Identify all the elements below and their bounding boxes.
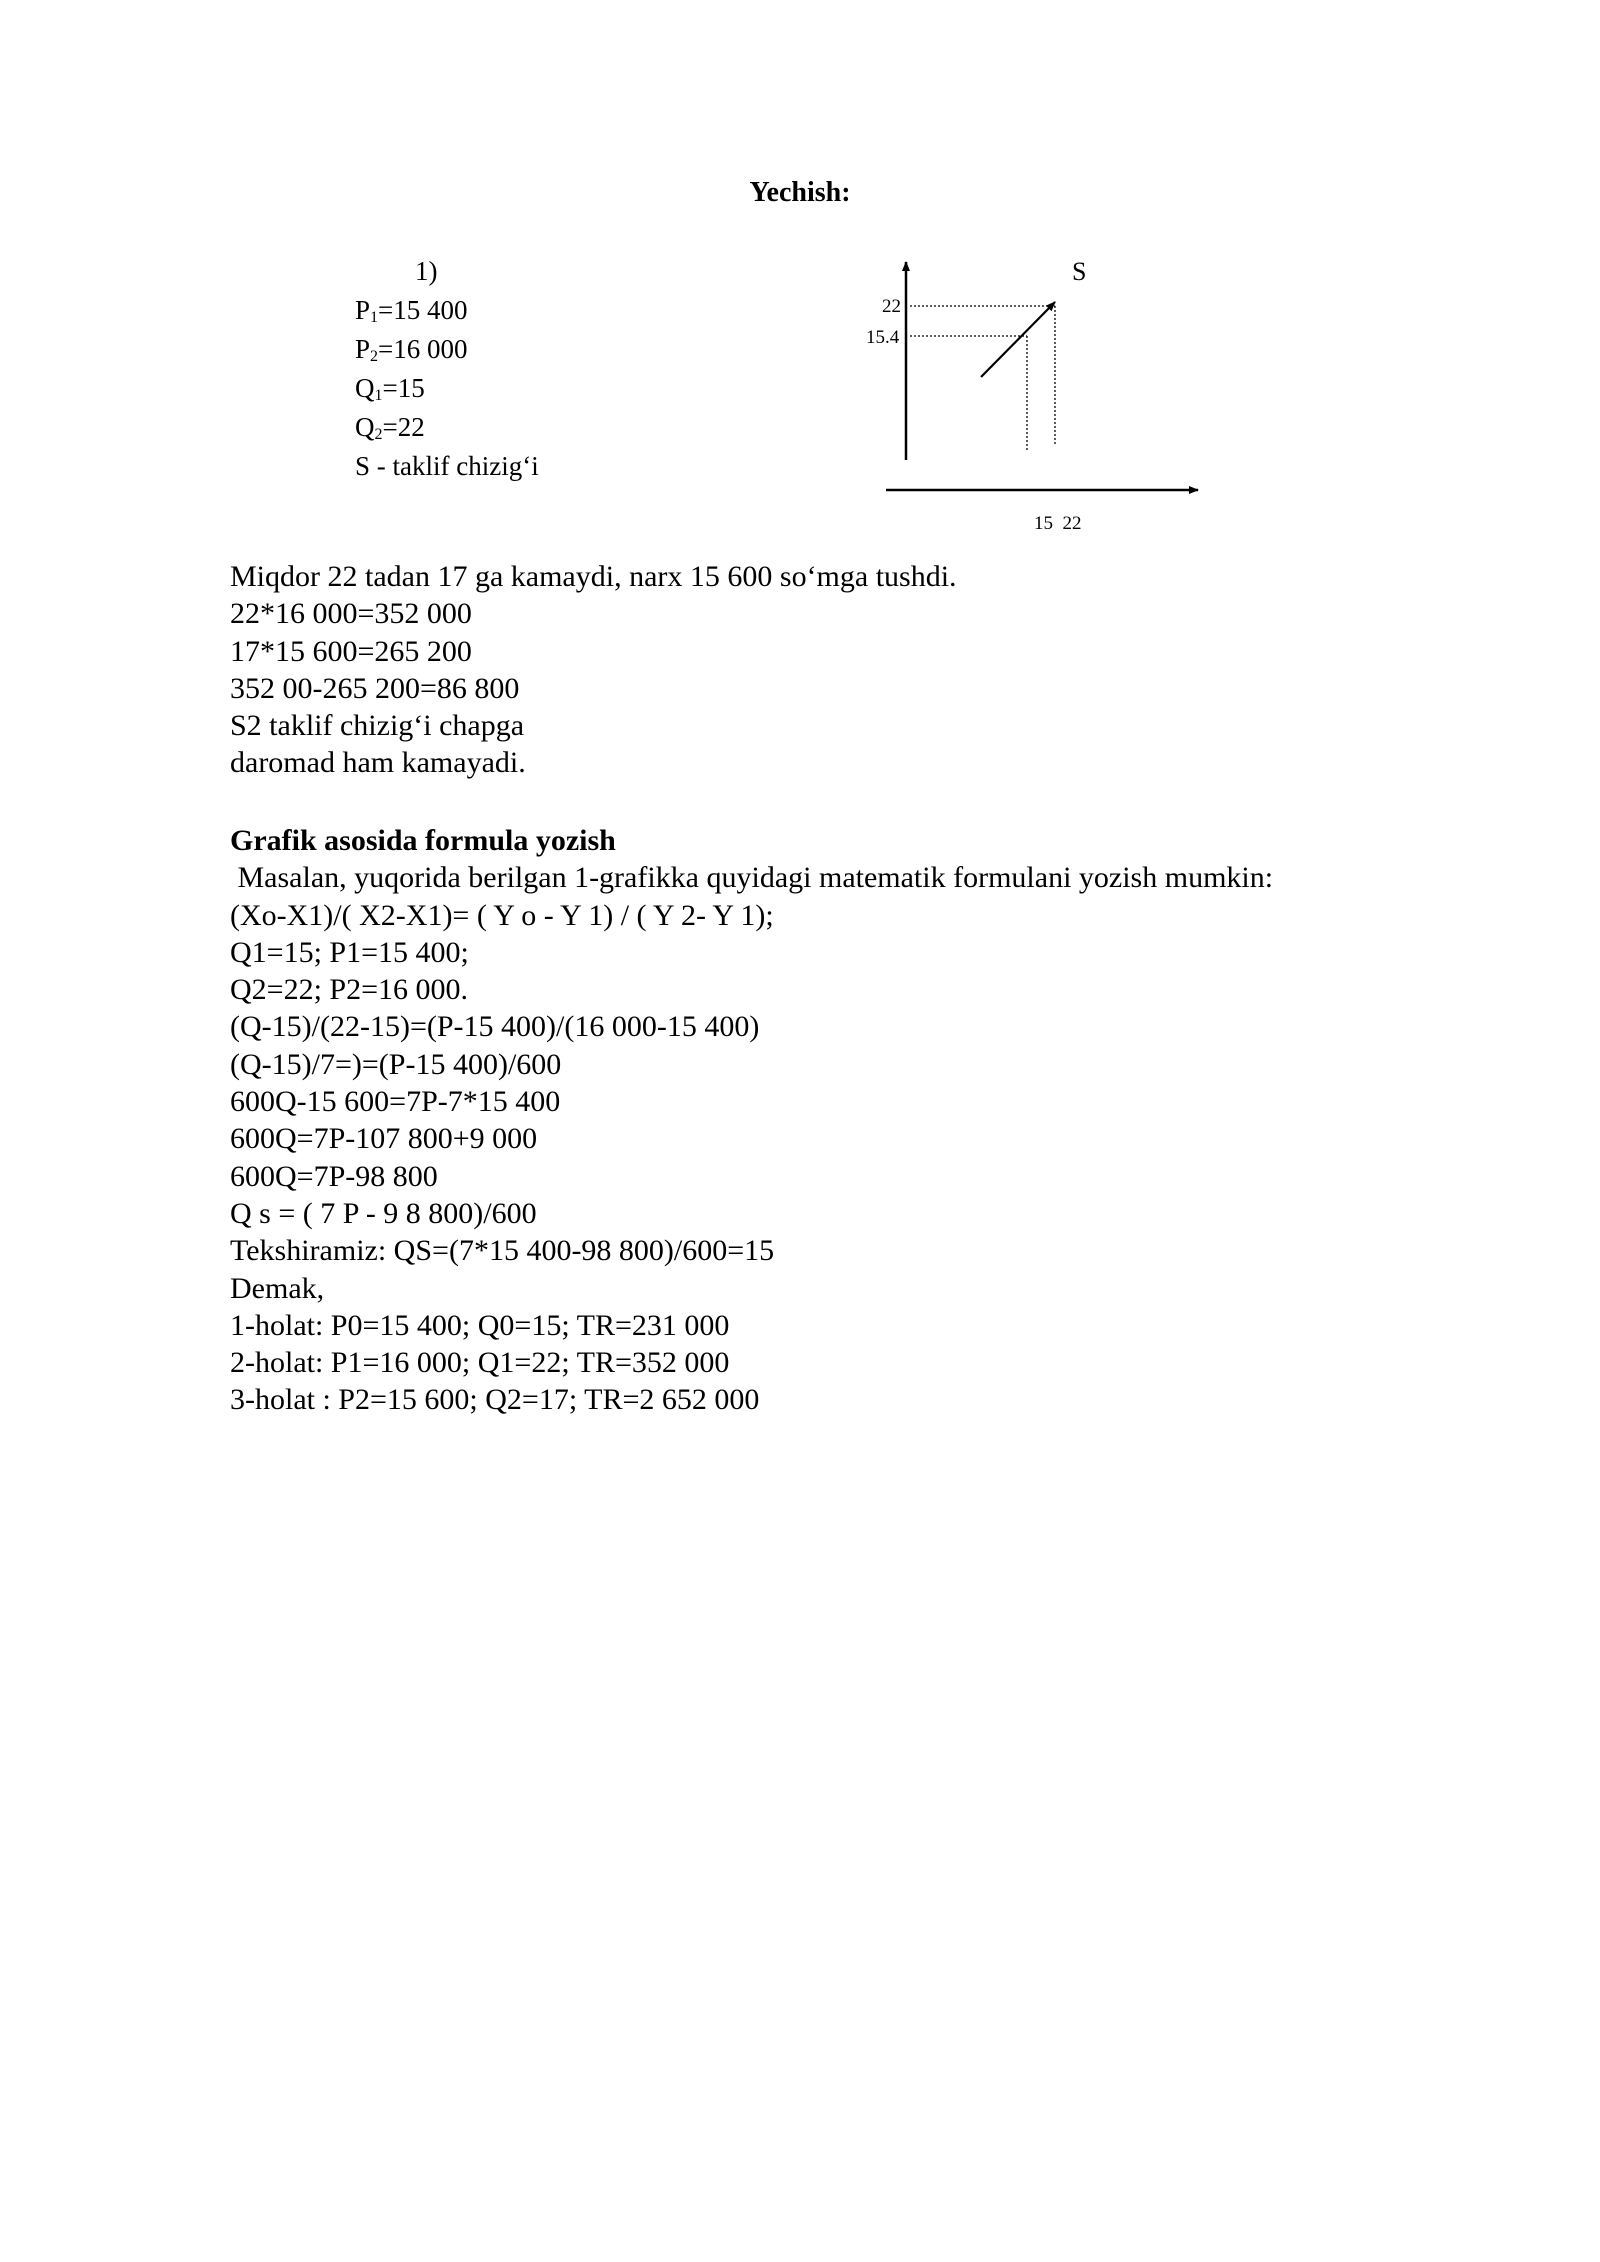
given-p2: $P_2=16$ 000 <box>355 334 468 365</box>
text-line: 17*15 600=265 200 <box>230 634 472 668</box>
supply-line <box>981 302 1055 377</box>
y-tick-15-4: 15.4 <box>866 327 900 348</box>
text-line: 600Q=7P-107 800+9 000 <box>230 1122 538 1156</box>
x-tick-labels: 15 22 <box>1034 513 1082 534</box>
text-line: Demak, <box>230 1271 325 1305</box>
formula-section <box>230 822 1273 1419</box>
text-line: 352 00-265 200=86 800 <box>230 671 520 705</box>
text-line: (Q-15)/7=)=(P-15 400)/600 <box>230 1047 562 1081</box>
text-line: 1-holat: P0=15 400; Q0=15; TR=231 000 <box>230 1308 730 1342</box>
text-line: S2 taklif chizig‘i chapga <box>230 709 525 743</box>
text-line: 3-holat : P2=15 600; Q2=17; TR=2 652 000 <box>230 1383 760 1417</box>
text-line: 22*16 000=352 000 <box>230 597 472 631</box>
section-title: Grafik asosida formula yozish <box>230 824 616 857</box>
given-p1: $P_1=15$ 400 <box>355 295 468 326</box>
given-values <box>355 252 539 486</box>
supply-label: S <box>1072 257 1087 286</box>
text-line: Q s = ( 7 P - 9 8 800)/600 <box>230 1196 537 1230</box>
text-line: (Q-15)/(22-15)=(P-15 400)/(16 000-15 400) <box>230 1010 760 1044</box>
given-q2: $Q_2=22$ <box>355 412 425 443</box>
given-number: 1) <box>415 256 438 286</box>
text-line: Q2=22; P2=16 000. <box>230 973 469 1007</box>
text-line: daromad ham kamayadi. <box>230 746 526 780</box>
text-line: 600Q-15 600=7P-7*15 400 <box>230 1085 561 1119</box>
given-s-label: S - taklif chizig‘i <box>355 451 539 481</box>
text-line: Q1=15; P1=15 400; <box>230 935 469 969</box>
given-q1: $Q_1=15$ <box>355 373 425 404</box>
text-line: Tekshiramiz: QS=(7*15 400-98 800)/600=15 <box>230 1234 775 1268</box>
text-line: Miqdor 22 tadan 17 ga kamaydi, narx 15 600 so‘mga tushdi. <box>230 560 957 593</box>
calculation-block <box>230 558 957 782</box>
text-line: Masalan, yuqorida berilgan 1-grafikka quyidagi matematik formulani yozish mumkin: <box>230 861 1274 895</box>
text-line: 2-holat: P1=16 000; Q1=22; TR=352 000 <box>230 1346 730 1380</box>
solution-heading: Yechish: <box>749 177 851 208</box>
text-line: (Xo-X1)/( X2-X1)= ( Y o - Y 1) / ( Y 2- Y 1); <box>230 898 774 932</box>
text-line: 600Q=7P-98 800 <box>230 1159 438 1193</box>
y-tick-22: 22 <box>882 296 901 317</box>
supply-chart <box>840 250 1220 540</box>
